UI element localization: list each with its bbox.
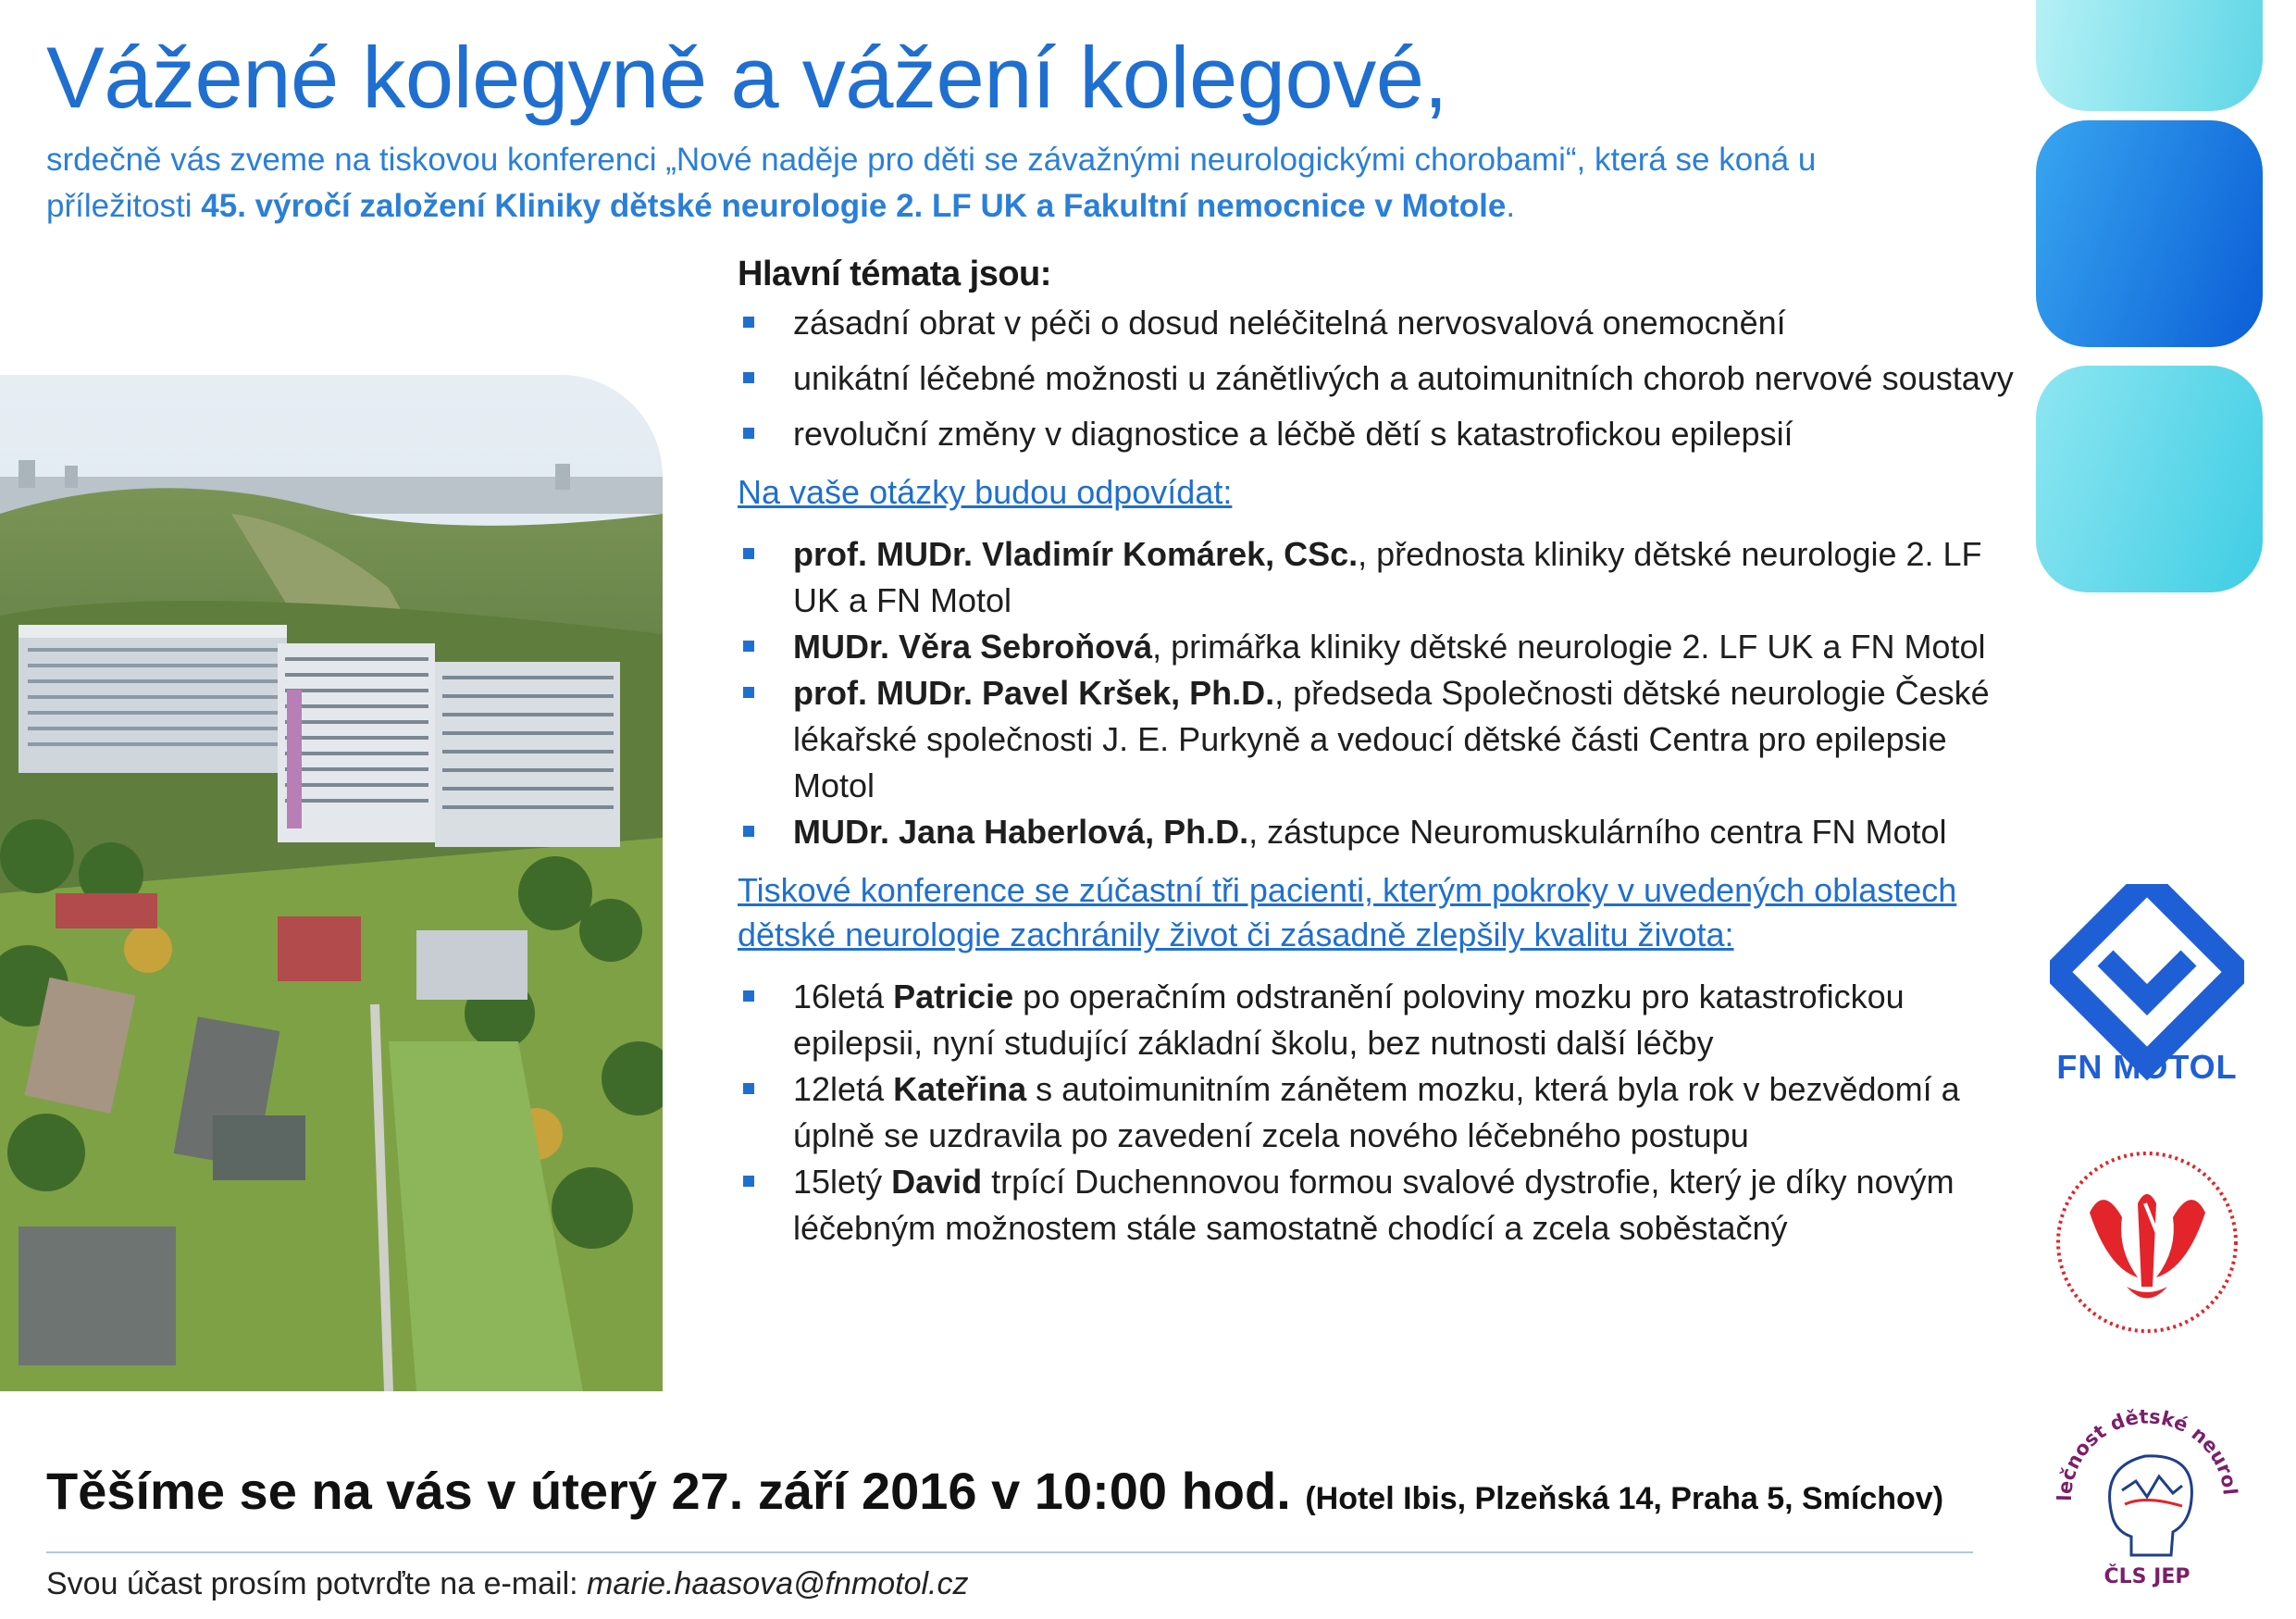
list-item: revoluční změny v diagnostice a léčbě dětí s katastrofickou epilepsií [738, 411, 2033, 457]
patient-story: s autoimunitním zánětem mozku, která byla rok v bezvědomí a úplně se uzdravila po zavedení zcela nového léčebného postupu [793, 1070, 1960, 1154]
speaker-role: , přednosta kliniky dětské neurologie 2. LF UK a FN Motol [793, 535, 1982, 619]
event-date: Těšíme se na vás v úterý 27. září 2016 v 10:00 hod. [46, 1462, 1291, 1520]
event-date-line [46, 1461, 1943, 1521]
speaker-name: MUDr. Věra Sebroňová [793, 628, 1153, 666]
speaker-role: , zástupce Neuromuskulárního centra FN Motol [1248, 813, 1947, 851]
page-title: Vážené kolegyně a vážení kolegové, [46, 29, 1448, 126]
list-item [738, 624, 2033, 670]
patient-name: Kateřina [893, 1070, 1027, 1108]
intro-paragraph [46, 137, 1888, 230]
patients-list [738, 974, 2033, 1252]
neuro-society-arc-text: lečnost dětské neurol [2053, 1405, 2241, 1502]
patient-story: po operačním odstranění poloviny mozku pro katastrofickou epilepsii, nyní studující základní školu, bez nutnosti další léčby [793, 978, 1905, 1062]
patient-name: Patricie [893, 978, 1014, 1015]
list-item [738, 531, 2033, 624]
intro-anniversary: 45. výročí založení Kliniky dětské neurologie 2. LF UK a Fakultní nemocnice v Motole [201, 188, 1507, 224]
patient-age: 12letá [793, 1070, 894, 1108]
topics-list [738, 300, 2033, 457]
svg-text:Společnost dětské neurologie [2043, 1384, 2241, 1501]
hospital-aerial-photo [0, 375, 663, 1391]
fn-motol-label: FN MOTOL [2056, 1048, 2238, 1086]
rsvp-line [46, 1563, 969, 1605]
patient-age: 15letý [793, 1163, 892, 1201]
rsvp-email[interactable]: marie.haasova@fnmotol.cz [587, 1566, 969, 1601]
list-item [738, 670, 2033, 809]
list-item: unikátní léčebné možnosti u zánětlivých a autoimunitních chorob nervové soustavy [738, 355, 2033, 402]
event-venue: (Hotel Ibis, Plzeňská 14, Praha 5, Smíchov) [1305, 1481, 1944, 1516]
neuro-society-bottom-text: ČLS JEP [2104, 1565, 2191, 1588]
cls-jep-logo-icon [2053, 1148, 2242, 1338]
speaker-name: prof. MUDr. Pavel Kršek, Ph.D. [793, 674, 1275, 712]
rsvp-label: Svou účast prosím potvrďte na e-mail: [46, 1566, 588, 1601]
topics-heading: Hlavní témata jsou: [738, 255, 1051, 293]
list-item [738, 1159, 2033, 1252]
list-item: zásadní obrat v péči o dosud neléčitelná nervosvalová onemocnění [738, 300, 2033, 346]
list-item [738, 1066, 2033, 1159]
neuro-society-logo-icon [2043, 1384, 2252, 1592]
speaker-name: MUDr. Jana Haberlová, Ph.D. [793, 813, 1249, 851]
content-column [738, 255, 2033, 1252]
patient-age: 16letá [793, 978, 894, 1015]
speakers-list [738, 531, 2033, 855]
decor-tab-lower [2036, 366, 2263, 592]
decor-tab-top [2036, 0, 2263, 111]
speakers-heading: Na vaše otázky budou odpovídat: [738, 473, 1233, 511]
decor-tab-middle [2036, 120, 2263, 347]
list-item [738, 974, 2033, 1066]
speaker-name: prof. MUDr. Vladimír Komárek, CSc. [793, 535, 1359, 573]
intro-end: . [1506, 188, 1516, 224]
patient-name: David [891, 1163, 983, 1201]
patient-story: trpící Duchennovou formou svalové dystrofie, který je díky novým léčebným možnostem stále samostatně chodící a zcela soběstačný [793, 1163, 1955, 1247]
intro-text: srdečně vás zveme na tiskovou konferenci „Nové naděje pro děti se závažnými neurologickými chorobami“, která se koná u příležitosti [46, 142, 1817, 224]
patients-heading: Tiskové konference se zúčastní tři pacienti, kterým pokroky v uvedených oblastech dětské neurologie zachránily život či zásadně zlepšily kvalitu života: [738, 871, 1957, 953]
divider [46, 1551, 1973, 1553]
list-item [738, 809, 2033, 855]
speaker-role: , předseda Společnosti dětské neurologie České lékařské společnosti J. E. Purkyně a vedoucí dětské části Centra pro epilepsie Motol [793, 674, 1990, 804]
speaker-role: , primářka kliniky dětské neurologie 2. LF UK a FN Motol [1152, 628, 1986, 666]
